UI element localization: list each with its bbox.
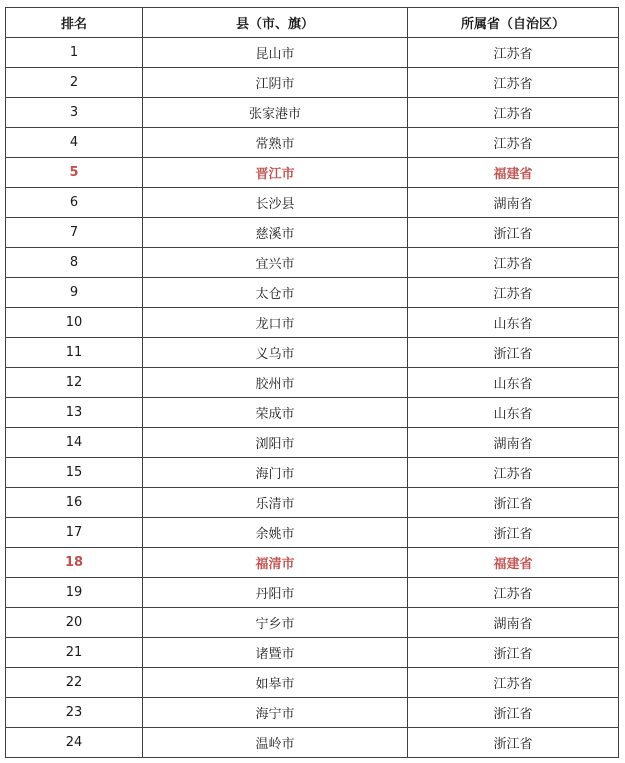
table-row: [6, 428, 619, 458]
table-row: [6, 248, 619, 278]
county-cell: 义乌市: [143, 338, 408, 368]
county-cell: 福清市: [143, 548, 408, 578]
province-cell: 江苏省: [408, 458, 619, 488]
province-cell: 江苏省: [408, 98, 619, 128]
rank-cell: 21: [6, 638, 143, 668]
province-cell: 湖南省: [408, 428, 619, 458]
county-cell: 海门市: [143, 458, 408, 488]
county-cell: 昆山市: [143, 38, 408, 68]
county-cell: 长沙县: [143, 188, 408, 218]
rank-cell: 3: [6, 98, 143, 128]
table-row: [6, 518, 619, 548]
table-row: [6, 548, 619, 578]
table-row: [6, 128, 619, 158]
county-cell: 江阴市: [143, 68, 408, 98]
table-row: [6, 728, 619, 758]
table-row: [6, 338, 619, 368]
table-body: [6, 38, 619, 758]
rank-cell: 6: [6, 188, 143, 218]
county-cell: 海宁市: [143, 698, 408, 728]
ranking-table: [5, 7, 619, 758]
province-cell: 山东省: [408, 308, 619, 338]
table-row: [6, 98, 619, 128]
rank-cell: 18: [6, 548, 143, 578]
province-cell: 浙江省: [408, 488, 619, 518]
rank-cell: 14: [6, 428, 143, 458]
table-row: [6, 308, 619, 338]
header-county: 县（市、旗）: [143, 8, 408, 38]
province-cell: 山东省: [408, 398, 619, 428]
county-cell: 如皋市: [143, 668, 408, 698]
rank-cell: 1: [6, 38, 143, 68]
county-cell: 荣成市: [143, 398, 408, 428]
rank-cell: 16: [6, 488, 143, 518]
rank-cell: 13: [6, 398, 143, 428]
county-cell: 丹阳市: [143, 578, 408, 608]
county-cell: 宜兴市: [143, 248, 408, 278]
table-row: [6, 158, 619, 188]
table-row: [6, 488, 619, 518]
table-row: [6, 188, 619, 218]
table-row: [6, 398, 619, 428]
county-cell: 张家港市: [143, 98, 408, 128]
rank-cell: 23: [6, 698, 143, 728]
rank-cell: 19: [6, 578, 143, 608]
table-row: [6, 608, 619, 638]
province-cell: 江苏省: [408, 278, 619, 308]
province-cell: 浙江省: [408, 338, 619, 368]
province-cell: 福建省: [408, 548, 619, 578]
county-cell: 慈溪市: [143, 218, 408, 248]
province-cell: 浙江省: [408, 218, 619, 248]
county-cell: 乐清市: [143, 488, 408, 518]
province-cell: 江苏省: [408, 578, 619, 608]
province-cell: 浙江省: [408, 728, 619, 758]
table-row: [6, 218, 619, 248]
rank-cell: 10: [6, 308, 143, 338]
rank-cell: 5: [6, 158, 143, 188]
table-row: [6, 458, 619, 488]
province-cell: 山东省: [408, 368, 619, 398]
header-row: [6, 8, 619, 38]
rank-cell: 9: [6, 278, 143, 308]
province-cell: 福建省: [408, 158, 619, 188]
rank-cell: 15: [6, 458, 143, 488]
province-cell: 江苏省: [408, 38, 619, 68]
province-cell: 江苏省: [408, 68, 619, 98]
rank-cell: 7: [6, 218, 143, 248]
rank-cell: 12: [6, 368, 143, 398]
rank-cell: 20: [6, 608, 143, 638]
county-cell: 宁乡市: [143, 608, 408, 638]
table-header: [6, 8, 619, 38]
province-cell: 湖南省: [408, 188, 619, 218]
rank-cell: 2: [6, 68, 143, 98]
province-cell: 江苏省: [408, 668, 619, 698]
rank-cell: 8: [6, 248, 143, 278]
rank-cell: 24: [6, 728, 143, 758]
table-row: [6, 638, 619, 668]
province-cell: 江苏省: [408, 248, 619, 278]
rank-cell: 22: [6, 668, 143, 698]
rank-cell: 4: [6, 128, 143, 158]
county-cell: 温岭市: [143, 728, 408, 758]
table-row: [6, 698, 619, 728]
province-cell: 江苏省: [408, 128, 619, 158]
county-cell: 浏阳市: [143, 428, 408, 458]
rank-cell: 17: [6, 518, 143, 548]
table-row: [6, 68, 619, 98]
county-cell: 诸暨市: [143, 638, 408, 668]
province-cell: 浙江省: [408, 698, 619, 728]
table-row: [6, 578, 619, 608]
table-row: [6, 668, 619, 698]
county-cell: 晋江市: [143, 158, 408, 188]
table-row: [6, 38, 619, 68]
province-cell: 湖南省: [408, 608, 619, 638]
county-cell: 龙口市: [143, 308, 408, 338]
county-cell: 常熟市: [143, 128, 408, 158]
county-cell: 太仓市: [143, 278, 408, 308]
header-province: 所属省（自治区）: [408, 8, 619, 38]
county-cell: 余姚市: [143, 518, 408, 548]
county-cell: 胶州市: [143, 368, 408, 398]
province-cell: 浙江省: [408, 518, 619, 548]
table-row: [6, 278, 619, 308]
table-row: [6, 368, 619, 398]
rank-cell: 11: [6, 338, 143, 368]
header-rank: 排名: [6, 8, 143, 38]
province-cell: 浙江省: [408, 638, 619, 668]
